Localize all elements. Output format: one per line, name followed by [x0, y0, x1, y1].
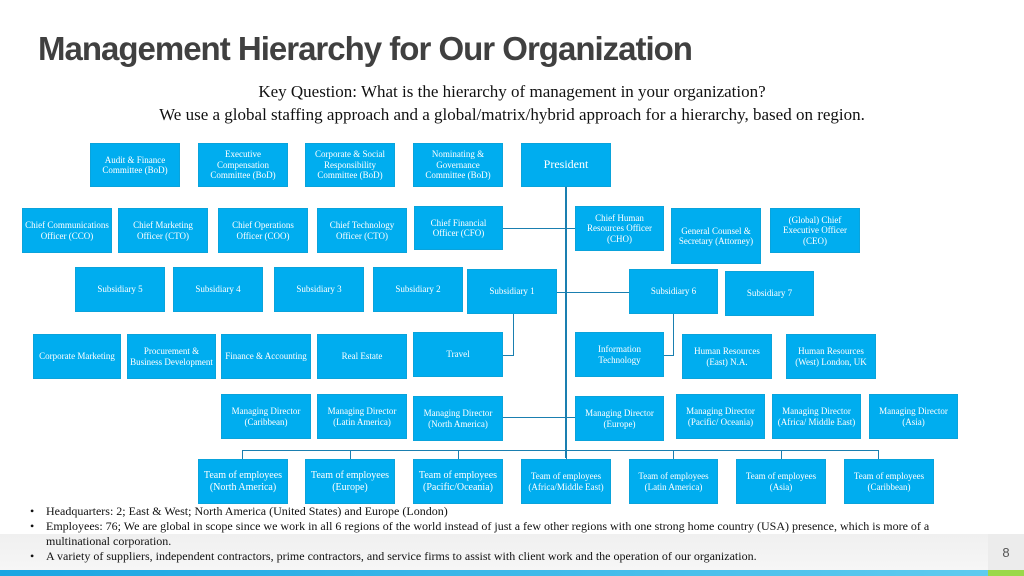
dept-information-technology[interactable] — [576, 333, 663, 376]
box-label: Team of employees (Latin America) — [638, 471, 709, 492]
subsidiary-2[interactable] — [374, 268, 462, 311]
exec-cco[interactable] — [23, 209, 111, 252]
box-label: Subsidiary 3 — [296, 284, 342, 295]
box-label: Information Technology — [598, 344, 641, 365]
connector-it — [664, 355, 674, 356]
connector-team-drop — [350, 450, 351, 460]
subsidiary-4[interactable] — [174, 268, 262, 311]
exec-cmo[interactable] — [119, 209, 207, 252]
team-africa-middle-east[interactable] — [522, 460, 610, 503]
box-label: Nominating & Governance Committee (BoD) — [425, 149, 491, 181]
connector-team-drop — [458, 450, 459, 460]
box-label: Subsidiary 2 — [395, 284, 441, 295]
connector-team-drop — [673, 450, 674, 460]
box-label: Finance & Accounting — [225, 351, 307, 362]
key-question: Key Question: What is the hierarchy of management in your organization? — [258, 82, 766, 101]
box-label: Team of employees (North America) — [203, 470, 283, 493]
dept-travel[interactable] — [414, 333, 502, 376]
exec-cho[interactable] — [576, 207, 663, 250]
md-pacific-oceania[interactable] — [677, 395, 764, 438]
box-label: Managing Director (Pacific/ Oceania) — [686, 406, 755, 427]
connector-team-drop — [242, 450, 243, 460]
bottom-accent-bar — [0, 570, 988, 576]
connector-sub1-down — [513, 313, 514, 355]
box-label: Procurement & Business Development — [130, 346, 213, 367]
board-committee-exec-comp[interactable] — [199, 144, 287, 186]
md-north-america[interactable] — [414, 397, 502, 440]
subsidiary-6[interactable] — [630, 270, 717, 313]
page-number: 8 — [988, 534, 1024, 570]
box-label: Corporate & Social Responsibility Committee (BoD) — [315, 149, 385, 181]
box-label: Chief Marketing Officer (CTO) — [133, 220, 193, 241]
box-label: Managing Director (Asia) — [879, 406, 948, 427]
exec-cfo[interactable] — [415, 207, 502, 249]
box-label: Chief Technology Officer (CTO) — [329, 220, 395, 241]
box-label: Real Estate — [341, 351, 383, 362]
subsidiary-5[interactable] — [76, 268, 164, 311]
dept-procurement[interactable] — [128, 335, 215, 378]
box-label: Managing Director (North America) — [423, 408, 493, 429]
box-label: Chief Human Resources Officer (CHO) — [586, 212, 653, 244]
box-label: Managing Director (Latin America) — [327, 406, 397, 427]
md-asia[interactable] — [870, 395, 957, 438]
box-label: Chief Operations Officer (COO) — [232, 220, 294, 241]
box-label: Team of employees (Pacific/Oceania) — [418, 470, 498, 493]
box-label: Team of employees (Africa/Middle East) — [528, 471, 604, 492]
team-caribbean[interactable] — [845, 460, 933, 503]
team-latin-america[interactable] — [630, 460, 717, 503]
box-label: Audit & Finance Committee (BoD) — [102, 154, 168, 175]
connector-team-drop — [878, 450, 879, 460]
box-label: Human Resources (East) N.A. — [694, 346, 760, 367]
md-europe[interactable] — [576, 397, 663, 440]
connector-teams-bar — [242, 450, 878, 451]
president-box[interactable] — [522, 144, 610, 186]
exec-ceo[interactable] — [771, 209, 859, 252]
subsidiary-7[interactable] — [726, 272, 813, 315]
box-label: Subsidiary 1 — [489, 286, 535, 297]
dept-hr-east[interactable] — [683, 335, 771, 378]
board-committee-nominating[interactable] — [414, 144, 502, 186]
box-label: General Counsel & Secretary (Attorney) — [678, 225, 754, 246]
board-committee-csr[interactable] — [306, 144, 394, 186]
box-label: Corporate Marketing — [39, 351, 115, 362]
box-label: President — [543, 157, 589, 172]
dept-corporate-marketing[interactable] — [34, 335, 120, 378]
box-label: Team of employees (Asia) — [745, 471, 817, 492]
box-label: Subsidiary 5 — [97, 284, 143, 295]
board-committee-audit-finance[interactable] — [91, 144, 179, 186]
md-caribbean[interactable] — [222, 395, 310, 438]
box-label: (Global) Chief Executive Officer (CEO) — [782, 214, 848, 246]
connector-travel — [503, 355, 514, 356]
md-latin-america[interactable] — [318, 395, 406, 438]
box-label: Managing Director (Africa/ Middle East) — [777, 406, 856, 427]
exec-cto[interactable] — [318, 209, 406, 252]
box-label: Chief Communications Officer (CCO) — [25, 220, 109, 241]
team-europe[interactable] — [306, 460, 394, 503]
exec-coo[interactable] — [219, 209, 307, 252]
bullet-headquarters: • Headquarters: 2; East & West; North America (United States) and Europe (London) — [30, 504, 990, 519]
box-label: Human Resources (West) London, UK — [795, 346, 867, 367]
dept-hr-west[interactable] — [787, 335, 875, 378]
box-label: Team of employees (Europe) — [310, 470, 390, 493]
team-north-america[interactable] — [199, 460, 287, 503]
box-label: Subsidiary 6 — [650, 286, 697, 297]
bullet-list — [30, 504, 990, 564]
box-label: Managing Director (Europe) — [585, 408, 654, 429]
bullet-employees: • Employees: 76; We are global in scope since we work in all 6 regions of the world instead of just a few other regions with one strong home country (USA) presence, which is more of a multinational corporation. — [30, 519, 990, 549]
dept-finance-accounting[interactable] — [222, 335, 310, 378]
box-label: Chief Financial Officer (CFO) — [430, 217, 487, 238]
connector-team-drop — [781, 450, 782, 460]
connector-team-drop — [566, 450, 567, 460]
slide-title: Management Hierarchy for Our Organization — [38, 30, 692, 67]
connector-subsidiaries — [556, 292, 630, 293]
bullet-suppliers: • A variety of suppliers, independent contractors, prime contractors, and service firms to assist with client work and the operation of our organization. — [30, 549, 990, 564]
connector-sub6-down — [673, 313, 674, 355]
dept-real-estate[interactable] — [318, 335, 406, 378]
box-label: Subsidiary 4 — [195, 284, 241, 295]
connector-directors — [503, 417, 579, 418]
team-asia[interactable] — [737, 460, 825, 503]
box-label: Travel — [446, 349, 470, 360]
box-label: Subsidiary 7 — [746, 288, 793, 299]
approach-statement: We use a global staffing approach and a global/matrix/hybrid approach for a hierarchy, based on region. — [159, 105, 865, 124]
exec-general-counsel[interactable] — [672, 209, 760, 263]
md-africa-middle-east[interactable] — [773, 395, 860, 438]
subsidiary-1[interactable] — [468, 270, 556, 313]
bottom-accent-green — [988, 570, 1024, 576]
subsidiary-3[interactable] — [275, 268, 363, 311]
box-label: Managing Director (Caribbean) — [231, 406, 301, 427]
box-label: Executive Compensation Committee (BoD) — [210, 149, 276, 181]
box-label: Team of employees (Caribbean) — [853, 471, 925, 492]
team-pacific-oceania[interactable] — [414, 460, 502, 503]
